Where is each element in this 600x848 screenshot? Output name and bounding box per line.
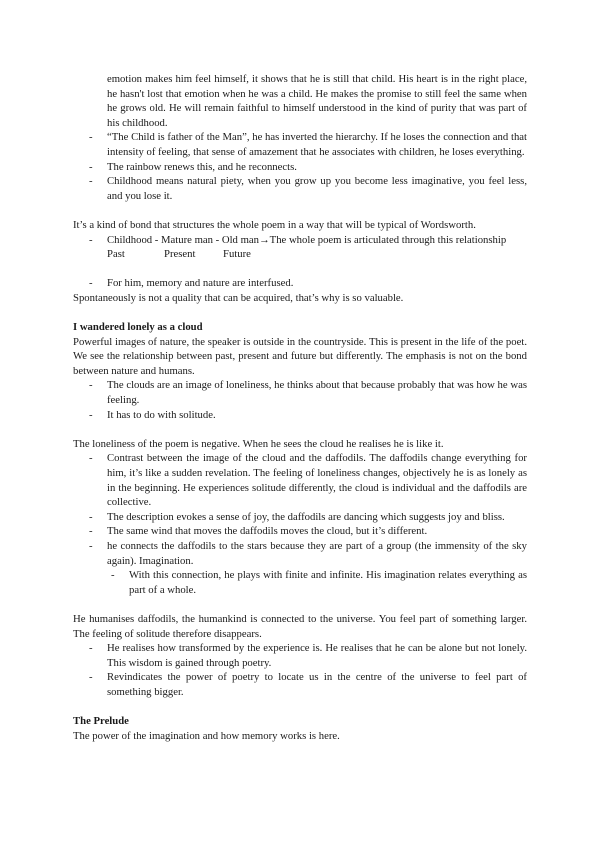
list-item: - Childhood means natural piety, when you grow up you become less imaginative, you feel less, and you lose it. (73, 174, 527, 203)
list-item: - The rainbow renews this, and he reconnects. (73, 160, 527, 175)
list-item: - Revindicates the power of poetry to locate us in the centre of the universe to feel part of something bigger. (73, 670, 527, 699)
timeline-present: Present (164, 248, 196, 261)
timeline-past: Past (107, 248, 125, 261)
section-heading-prelude: The Prelude (73, 715, 129, 728)
list-item: - For him, memory and nature are interfused. (73, 276, 527, 291)
bond-paragraph: It’s a kind of bond that structures the whole poem in a way that will be typical of Wordsworth. (73, 218, 476, 231)
list-item: - He realises how transformed by the experience is. He realises that he can be alone but not lonely. This wisdom is gained through poetry. (73, 641, 527, 670)
list-item: - “The Child is father of the Man”, he has inverted the hierarchy. If he loses the connection and that intensity of feeling, that sense of amazement that he associates with children, he loses everything. (73, 130, 527, 159)
poetry-bullet-list (73, 641, 527, 699)
spontaneity-paragraph: Spontaneously is not a quality that can be acquired, that’s why is so valuable. (73, 291, 404, 304)
section-heading-cloud: I wandered lonely as a cloud (73, 321, 203, 334)
prelude-paragraph: The power of the imagination and how memory works is here. (73, 729, 340, 742)
list-item: - Childhood - Mature man - Old man→The whole poem is articulated through this relationship (73, 233, 527, 248)
timeline-labels (73, 247, 527, 262)
cloud-intro-paragraph: Powerful images of nature, the speaker is outside in the countryside. This is present in the life of the poet. We see the relationship between past, present and future but differently. The emphasis is not on the bond between nature and humans. (73, 335, 527, 377)
intro-bullet-list (73, 130, 527, 203)
list-item: - With this connection, he plays with finite and infinite. His imagination relates everything as part of a whole. (73, 568, 527, 597)
bond-bullet-list (73, 233, 527, 248)
list-item: - The description evokes a sense of joy, the daffodils are dancing which suggests joy and bliss. (73, 510, 527, 525)
daffodils-bullet-list (73, 451, 527, 568)
loneliness-paragraph: The loneliness of the poem is negative. When he sees the cloud he realises he is like it. (73, 437, 444, 450)
timeline-future: Future (223, 248, 251, 261)
humanises-paragraph: He humanises daffodils, the humankind is connected to the universe. You feel part of something larger. The feeling of solitude therefore disappears. (73, 612, 527, 640)
memory-bullet-list (73, 276, 527, 291)
list-item: - he connects the daffodils to the stars because they are part of a group (the immensity of the sky again). Imagination. (73, 539, 527, 568)
list-item: - The clouds are an image of loneliness, he thinks about that because probably that was how he was feeling. (73, 378, 527, 407)
list-item: - Contrast between the image of the cloud and the daffodils. The daffodils change everything for him, it’s like a sudden revelation. The feeling of loneliness changes, objectively he is as lonely as in the beginning. He experiences solitude differently, the cloud is individual and the daffodils are collective. (73, 451, 527, 509)
continuation-paragraph: emotion makes him feel himself, it shows that he is still that child. His heart is in the right place, he hasn't lost that emotion when he was a child. He makes the promise to still feel the same when he grows old. He will remain faithful to himself understood in the kind of purity that was part of his childhood. (107, 73, 527, 129)
list-item: - The same wind that moves the daffodils moves the cloud, but it’s different. (73, 524, 527, 539)
document-body (73, 72, 527, 743)
list-item: - It has to do with solitude. (73, 408, 527, 423)
cloud-bullet-list (73, 378, 527, 422)
nested-bullet-list (73, 568, 527, 597)
